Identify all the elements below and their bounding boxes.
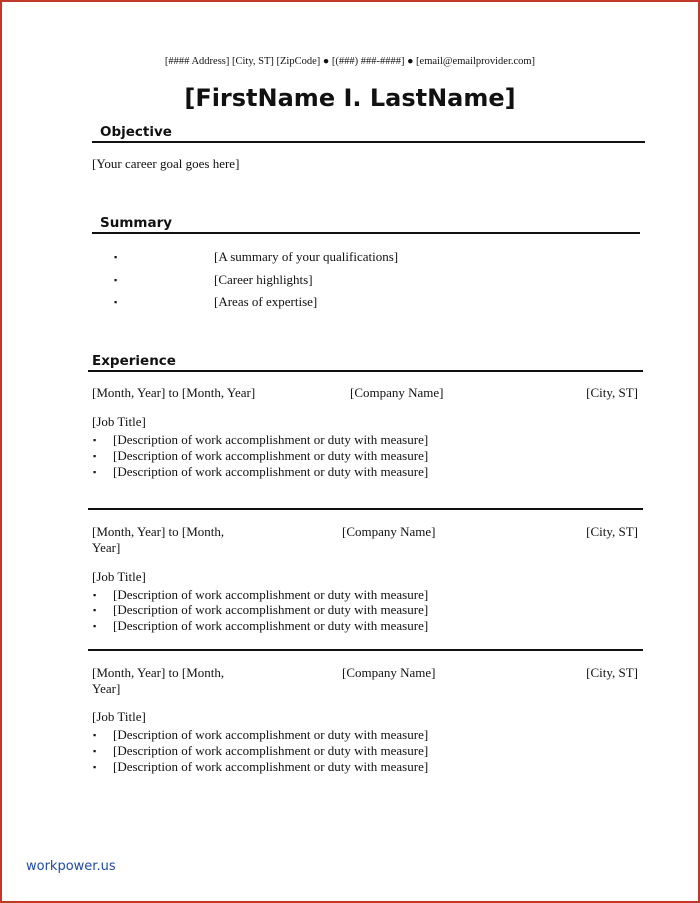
job-duty: [Description of work accomplishment or duty with measure] (113, 743, 429, 758)
job-separator (88, 649, 643, 651)
summary-bullet-icon: ▪ (114, 275, 118, 285)
job-company: [Company Name] (342, 665, 436, 680)
summary-item: [Areas of expertise] (214, 294, 318, 309)
experience-rule (88, 370, 643, 372)
duty-bullet-icon: ▪ (93, 590, 97, 600)
objective-heading: Objective (100, 124, 172, 140)
job-duty: [Description of work accomplishment or duty with measure] (113, 448, 429, 463)
job-duty: [Description of work accomplishment or duty with measure] (113, 618, 429, 633)
duty-bullet-icon: ▪ (93, 605, 97, 615)
summary-bullet-icon: ▪ (114, 297, 118, 307)
candidate-name: [FirstName I. LastName] (184, 84, 516, 112)
job-duty: [Description of work accomplishment or duty with measure] (113, 727, 429, 742)
summary-heading: Summary (100, 215, 173, 231)
job-duty: [Description of work accomplishment or duty with measure] (113, 464, 429, 479)
job-title: [Job Title] (92, 709, 146, 724)
objective-rule (92, 141, 645, 143)
job-duty: [Description of work accomplishment or duty with measure] (113, 587, 429, 602)
duty-bullet-icon: ▪ (93, 730, 97, 740)
job-duty: [Description of work accomplishment or duty with measure] (113, 432, 429, 447)
job-dates: [Month, Year] to [Month, Year] (92, 385, 256, 400)
duty-bullet-icon: ▪ (93, 435, 97, 445)
job-title: [Job Title] (92, 414, 146, 429)
summary-item: [Career highlights] (214, 272, 313, 287)
watermark: workpower.us (26, 859, 116, 874)
summary-bullet-icon: ▪ (114, 252, 118, 262)
summary-item: [A summary of your qualifications] (214, 249, 399, 264)
duty-bullet-icon: ▪ (93, 467, 97, 477)
duty-bullet-icon: ▪ (93, 746, 97, 756)
job-company: [Company Name] (342, 524, 436, 539)
summary-rule (92, 232, 640, 234)
job-duty: [Description of work accomplishment or duty with measure] (113, 759, 429, 774)
job-dates: [Month, Year] to [Month, (92, 665, 225, 680)
duty-bullet-icon: ▪ (93, 762, 97, 772)
job-separator (88, 508, 643, 510)
job-dates-cont: Year] (92, 540, 121, 555)
job-location: [City, ST] (586, 385, 638, 400)
duty-bullet-icon: ▪ (93, 621, 97, 631)
job-dates: [Month, Year] to [Month, (92, 524, 225, 539)
job-duty: [Description of work accomplishment or duty with measure] (113, 602, 429, 617)
job-company: [Company Name] (350, 385, 444, 400)
job-location: [City, ST] (586, 524, 638, 539)
experience-heading: Experience (92, 353, 176, 369)
objective-text: [Your career goal goes here] (92, 156, 240, 171)
job-dates-cont: Year] (92, 681, 121, 696)
duty-bullet-icon: ▪ (93, 451, 97, 461)
job-location: [City, ST] (586, 665, 638, 680)
contact-line: [#### Address] [City, ST] [ZipCode] ● [(###) ###-####] ● [email@emailprovider.com] (164, 56, 536, 67)
job-title: [Job Title] (92, 569, 146, 584)
